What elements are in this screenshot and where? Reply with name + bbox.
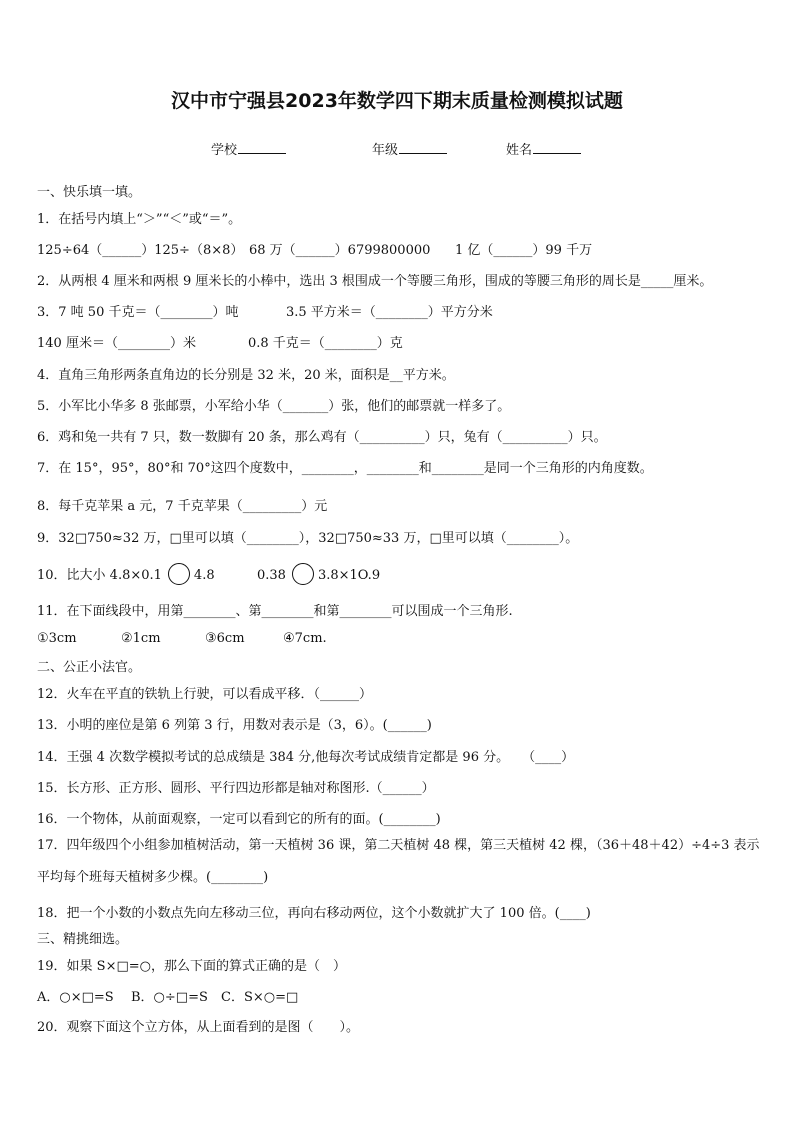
name-field: [506, 139, 581, 158]
exam-title: 汉中市宁强县2023年数学四下期末质量检测模拟试题: [171, 90, 623, 112]
question-17: 17．四年级四个小组参加植树活动，第一天植树 36 课，第二天植树 48 棵，第三天植树 42 棵，（36＋48＋42）÷4÷3 表示平均每个班每天植树多少棵。(________): [37, 838, 760, 885]
option-c: C．S×○=□: [221, 990, 299, 1005]
question-5: 5．小军比小华多 8 张邮票，小军给小华（_______）张，他们的邮票就一样多了。: [37, 399, 511, 414]
question-15: 15．长方形、正方形、圆形、平行四边形都是轴对称图形.（______）: [37, 781, 435, 796]
q1-item-a: 125÷64（______）125÷（8×8）: [37, 243, 244, 258]
school-blank: [238, 141, 286, 154]
q10-left-after: 4.8: [193, 568, 215, 583]
question-7: 7．在 15°，95°，80°和 70°这四个度数中，________，________和________是同一个三角形的内角度数。: [37, 461, 653, 476]
q10-right-before: 0.38: [257, 568, 286, 583]
q3-item-a: 3．7 吨 50 千克＝（________）吨: [37, 305, 239, 320]
question-9: 9．32□750≈32 万，□里可以填（________），32□750≈33 万，□里可以填（________）。: [37, 531, 579, 546]
q3-item-c: 140 厘米＝（________）米: [37, 336, 196, 351]
option-b: B．○÷□=S: [131, 990, 208, 1005]
segment-2: ②1cm: [121, 631, 161, 646]
q3-item-b: 3.5 平方米＝（________）平方分米: [286, 305, 493, 320]
question-14: 14．王强 4 次数学模拟考试的总成绩是 384 分,他每次考试成绩肯定都是 96 分。 （____）: [37, 750, 575, 765]
question-11: 11．在下面线段中，用第________、第________和第________可以围成一个三角形.: [37, 604, 513, 619]
question-10: [37, 563, 764, 585]
name-label: 姓名: [506, 143, 533, 158]
segment-1: ①3cm: [37, 631, 77, 646]
question-8: 8．每千克苹果 a 元，7 千克苹果（_________）元: [37, 499, 328, 514]
question-3-row2: [37, 332, 764, 351]
q10-prefix: 10．比大小 4.8×0.1: [37, 568, 162, 583]
question-18: 18．把一个小数的小数点先向左移动三位，再向右移动两位，这个小数就扩大了 100 倍。(____): [37, 906, 591, 921]
q10-right-after: 3.8×1O.9: [317, 568, 381, 583]
grade-field: [372, 139, 447, 158]
school-label: 学校: [211, 143, 238, 158]
question-20: 20．观察下面这个立方体，从上面看到的是图（ ）。: [37, 1020, 360, 1035]
school-field: [211, 139, 286, 158]
question-16: 16．一个物体，从前面观察，一定可以看到它的所有的面。(________): [37, 812, 441, 827]
q1-item-b: 68 万（______）6799800000: [249, 243, 431, 258]
question-2: 2．从两根 4 厘米和两根 9 厘米长的小棒中，选出 3 根围成一个等腰三角形，围成的等腰三角形的周长是_____厘米。: [37, 274, 713, 289]
section-2-heading: 二、公正小法官。: [37, 660, 142, 675]
q1-item-c: 1 亿（______）99 千万: [455, 243, 593, 258]
question-13: 13．小明的座位是第 6 列第 3 行，用数对表示是（3，6）。(______): [37, 718, 432, 733]
question-1: 1．在括号内填上“＞”“＜”或“＝”。: [37, 212, 242, 227]
question-12: 12．火车在平直的铁轨上行驶，可以看成平移．（______）: [37, 687, 373, 702]
question-6: 6．鸡和兔一共有 7 只，数一数脚有 20 条，那么鸡有（__________）只，兔有（__________）只。: [37, 430, 607, 445]
section-3-heading: 三、精挑细选。: [37, 932, 129, 947]
q3-item-d: 0.8 千克＝（________）克: [248, 336, 403, 351]
grade-label: 年级: [372, 143, 399, 158]
question-19: 19．如果 S×□=○，那么下面的算式正确的是（ ）: [37, 959, 346, 974]
question-19-options: [37, 986, 764, 1005]
segment-3: ③6cm: [205, 631, 245, 646]
section-1-heading: 一、快乐填一填。: [37, 185, 142, 200]
name-blank: [533, 141, 581, 154]
segment-4: ④7cm.: [283, 631, 327, 646]
question-4: 4．直角三角形两条直角边的长分别是 32 米，20 米，面积是__平方米。: [37, 368, 455, 383]
question-3-row1: [37, 301, 764, 320]
compare-circle-2[interactable]: [292, 563, 314, 585]
grade-blank: [399, 141, 447, 154]
option-a: A．○×□=S: [37, 990, 114, 1005]
compare-circle-1[interactable]: [168, 563, 190, 585]
question-1-row: [37, 239, 764, 258]
